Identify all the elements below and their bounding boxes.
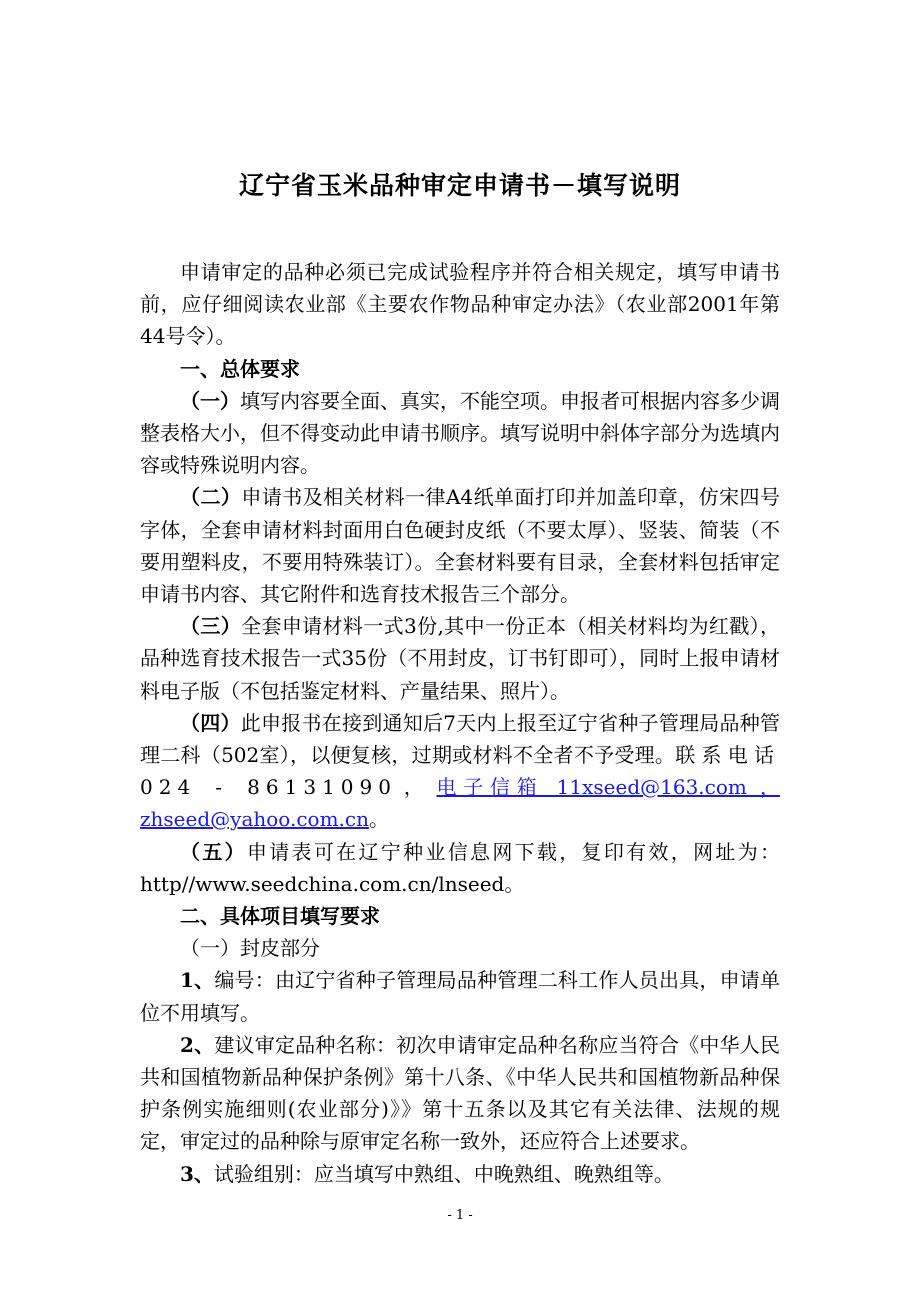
item-text: 申请表可在辽宁种业信息网下载，复印有效，网址为：http//www.seedchina.com.cn/lnseed。 xyxy=(140,839,781,896)
document-body xyxy=(140,256,780,1190)
item-number: （二） xyxy=(180,485,242,510)
item-text: 申请书及相关材料一律A4纸单面打印并加盖印章，仿宋四号字体，全套申请材料封面用白色硬封皮纸（不要太厚）、竖装、简装（不要用塑料皮，不要用特殊装订）。全套材料要有目录，全套材料包括审定申请书内容、其它附件和选育技术报告三个部分。 xyxy=(140,485,780,607)
page-number: - 1 - xyxy=(447,1208,473,1223)
section1-item-5 xyxy=(140,836,780,900)
section2-item-2 xyxy=(140,1029,780,1158)
item-text: 全套申请材料一式3份,其中一份正本（相关材料均为红戳），品种选育技术报告一式35份（不用封皮，订书钉即可），同时上报申请材料电子版（不包括鉴定材料、产量结果、照片）。 xyxy=(140,614,780,703)
section1-heading: 一、总体要求 xyxy=(180,356,300,381)
section1-item-1 xyxy=(140,385,780,482)
item-number: 3、 xyxy=(180,1161,214,1186)
item-number: （四） xyxy=(180,710,241,735)
section1-item-2 xyxy=(140,481,780,610)
item-number: （三） xyxy=(180,614,242,639)
item-text: 此申报书在接到通知后7天内上报至辽宁省种子管理局品种管理二科（502室），以便复核，过期或材料不全者不予受理。 xyxy=(140,710,781,768)
section2-item-1 xyxy=(140,964,780,1028)
item-number: （一） xyxy=(180,388,240,413)
section2-item-3 xyxy=(140,1158,780,1190)
item-text: 试验组别：应当填写中熟组、中晚熟组、晚熟组等。 xyxy=(213,1161,674,1186)
section2-heading: 二、具体项目填写要求 xyxy=(180,904,380,929)
section1-item-4 xyxy=(140,707,780,836)
section1-item-3 xyxy=(140,610,780,707)
item4-end: 。 xyxy=(369,807,389,832)
item-number: （五） xyxy=(180,839,247,864)
item-text: 填写内容要全面、真实，不能空项。申报者可根据内容多少调整表格大小，但不得变动此申请书顺序。填写说明中斜体字部分为选填内容或特殊说明内容。 xyxy=(140,388,780,478)
intro-paragraph: 申请审定的品种必须已完成试验程序并符合相关规定，填写申请书前，应仔细阅读农业部《主要农作物品种审定办法》（农业部2001年第44号令）。 xyxy=(140,260,780,349)
document-title: 辽宁省玉米品种审定申请书－填写说明 xyxy=(238,171,681,200)
item-text: 编号：由辽宁省种子管理局品种管理二科工作人员出具，申请单位不用填写。 xyxy=(140,968,781,1025)
item-number: 2、 xyxy=(180,1032,215,1057)
contact-phone: 联系电话 024 - 86131090， xyxy=(140,743,780,800)
email-link[interactable]: 电子信箱 11xseed@163.com ，zhseed@yahoo.com.cn xyxy=(140,775,780,832)
item-number: 1、 xyxy=(180,968,215,993)
section2-sub-heading: （一）封皮部分 xyxy=(180,936,320,961)
item-text: 建议审定品种名称：初次申请审定品种名称应当符合《中华人民共和国植物新品种保护条例》第十八条、《中华人民共和国植物新品种保护条例实施细则(农业部分)》》第十五条以及其它有关法律、法规的规定，审定过的品种除与原审定名称一致外，还应符合上述要求。 xyxy=(140,1032,781,1154)
